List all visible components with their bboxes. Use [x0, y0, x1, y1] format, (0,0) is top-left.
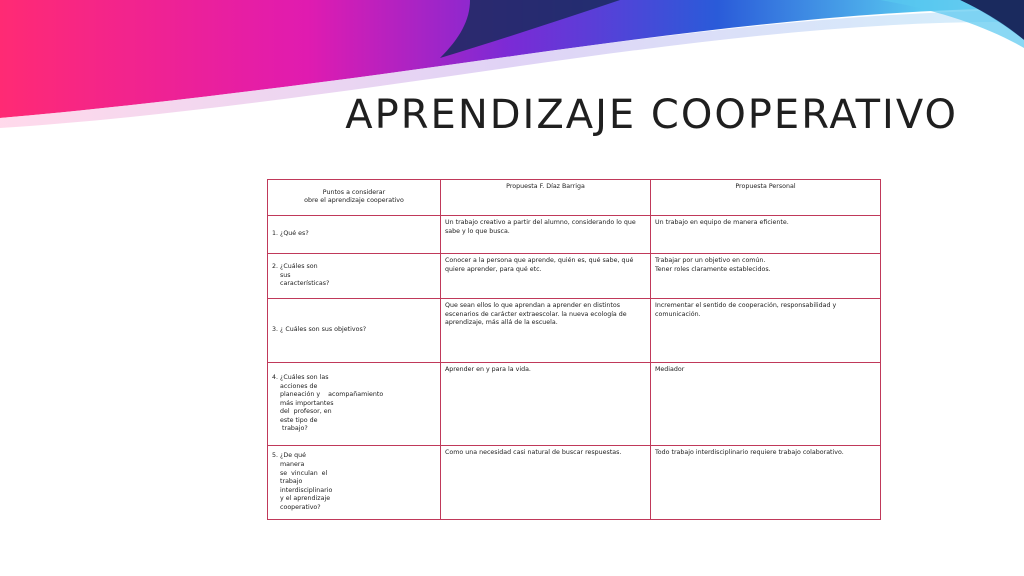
personal-line: Un trabajo en equipo de manera eficiente. — [655, 219, 789, 226]
question-line: este tipo de — [272, 416, 318, 424]
question-line: interdisciplinario — [272, 486, 333, 494]
personal-cell — [651, 446, 881, 520]
header-diaz-cell — [441, 180, 651, 216]
table-row — [268, 446, 881, 520]
question-cell — [268, 446, 441, 520]
table-row — [268, 299, 881, 363]
diaz-line: Aprender en y para la vida. — [445, 366, 531, 373]
diaz-cell — [441, 446, 651, 520]
question-line: 1. ¿Qué es? — [272, 230, 309, 238]
diaz-cell — [441, 216, 651, 254]
table-row — [268, 254, 881, 299]
personal-line: Tener roles claramente establecidos. — [655, 265, 771, 273]
question-line: características? — [272, 280, 330, 288]
diaz-cell — [441, 299, 651, 363]
question-line: del profesor, en — [272, 408, 332, 416]
personal-cell — [651, 299, 881, 363]
diaz-line: Conocer a la persona que aprende, quién es, qué sabe, qué — [445, 257, 634, 264]
table-row — [268, 216, 881, 254]
question-line: sus — [272, 271, 291, 279]
question-line: 2. ¿Cuáles son — [272, 263, 318, 271]
question-line: trabajo? — [272, 425, 308, 433]
diaz-line: aprendizaje, más allá de la escuela. — [445, 319, 558, 327]
question-cell — [268, 254, 441, 299]
question-line: manera — [272, 461, 305, 469]
diaz-line: Que sean ellos lo que aprendan a aprender en distintos — [445, 302, 621, 309]
question-line: más importantes — [272, 399, 334, 407]
diaz-cell — [441, 363, 651, 446]
question-cell — [268, 363, 441, 446]
diaz-line: quiere aprender, para qué etc. — [445, 265, 542, 273]
slide-title: APRENDIZAJE COOPERATIVO — [345, 92, 958, 138]
header-points-line: obre el aprendizaje cooperativo — [304, 197, 404, 205]
question-line: se vinculan el — [272, 469, 328, 477]
header-personal-label: Propuesta Personal — [735, 183, 796, 190]
question-line: acciones de — [272, 382, 318, 390]
personal-line: comunicación. — [655, 310, 701, 318]
question-line: trabajo — [272, 478, 303, 486]
comparison-table — [267, 179, 881, 520]
personal-cell — [651, 254, 881, 299]
personal-line: Trabajar por un objetivo en común. — [655, 257, 766, 264]
question-line: y el aprendizaje — [272, 495, 331, 503]
question-cell — [268, 216, 441, 254]
table-row — [268, 363, 881, 446]
question-line: planeación y acompañamiento — [272, 391, 384, 399]
header-diaz-label: Propuesta F. Díaz Barriga — [506, 183, 585, 190]
table-header-row — [268, 180, 881, 216]
question-line: 3. ¿ Cuáles son sus objetivos? — [272, 326, 367, 334]
personal-cell — [651, 216, 881, 254]
question-line: 4. ¿Cuáles son las — [272, 373, 329, 381]
personal-line: Mediador — [655, 366, 685, 373]
diaz-line: escenarios de carácter extraescolar. la nueva ecología de — [445, 310, 627, 318]
personal-cell — [651, 363, 881, 446]
header-personal-cell — [651, 180, 881, 216]
comparison-table-container — [267, 179, 880, 520]
personal-line: Todo trabajo interdisciplinario requiere trabajo colaborativo. — [655, 449, 844, 456]
diaz-line: Como una necesidad casi natural de buscar respuestas. — [445, 449, 622, 456]
diaz-cell — [441, 254, 651, 299]
question-cell — [268, 299, 441, 363]
diaz-line: sabe y lo que busca. — [445, 227, 510, 235]
header-points-line: Puntos a considerar — [322, 188, 386, 196]
diaz-line: Un trabajo creativo a partir del alumno, considerando lo que — [445, 219, 636, 226]
personal-line: Incrementar el sentido de cooperación, responsabilidad y — [655, 302, 837, 309]
question-line: 5. ¿De qué — [272, 452, 306, 460]
question-line: cooperativo? — [272, 503, 321, 511]
header-points-cell — [268, 180, 441, 216]
